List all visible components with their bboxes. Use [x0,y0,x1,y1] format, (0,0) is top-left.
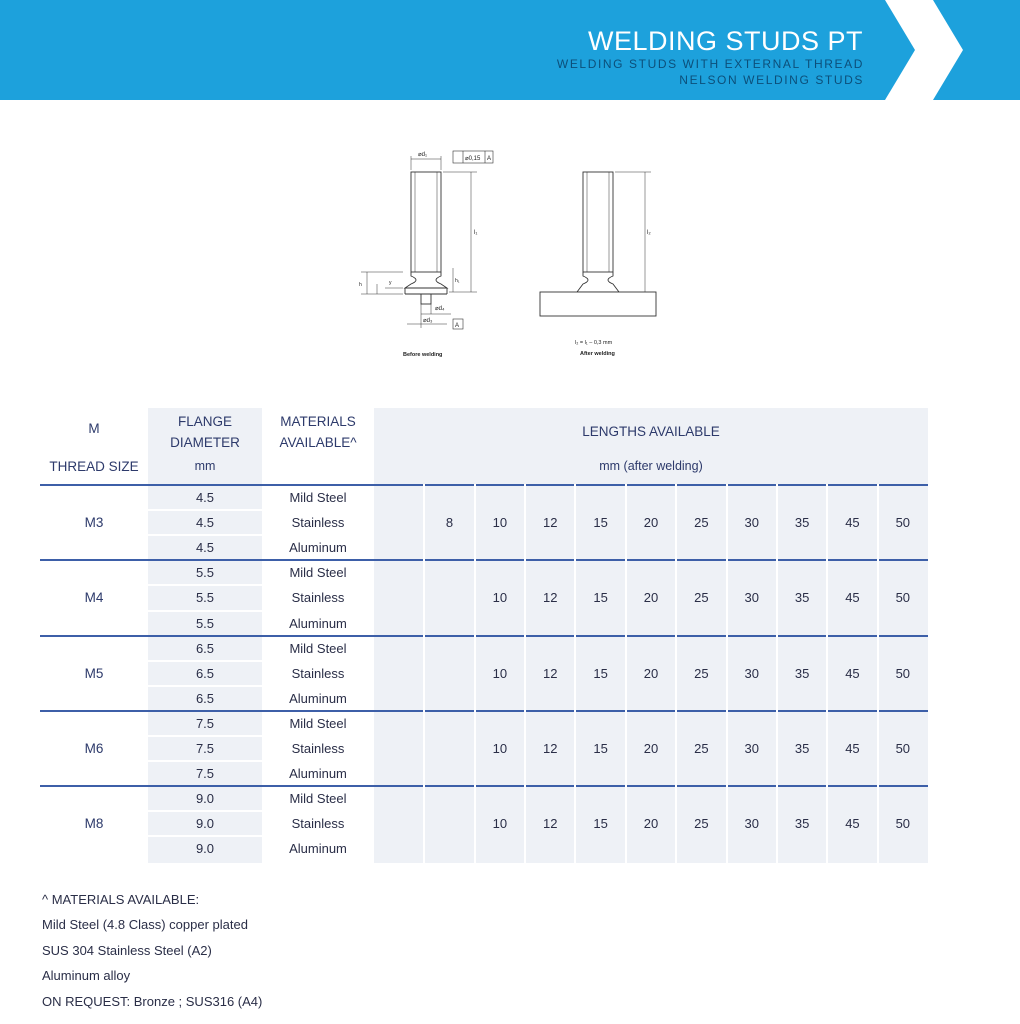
length-cell: 12 [543,665,558,681]
length-cell: 25 [694,515,709,530]
dim-y-label: y [389,280,392,286]
dim-h1-label: h₁ [455,278,460,284]
length-cell: 30 [744,665,759,681]
datum-label-top: A [487,156,492,162]
length-cell: 8 [445,515,454,530]
flange-diameter-cell: 6.5 [195,640,215,656]
length-cell: 50 [895,590,911,606]
header-materials-2: AVAILABLE^ [279,435,357,450]
material-cell: Stainless [291,816,345,832]
note-stainless: SUS 304 Stainless Steel (A2) [42,942,212,958]
dim-l2-label: l₂ [647,230,651,236]
length-cell: 12 [543,590,558,606]
header-flange-1: FLANGE [177,414,232,429]
length-cell: 15 [593,816,608,832]
note-mild-steel: Mild Steel (4.8 Class) copper plated [42,917,248,933]
length-column-divider [877,484,879,863]
length-cell: 35 [794,740,810,756]
length-cell: 15 [593,740,608,756]
dim-d4-label: ⌀d₄ [435,306,445,312]
length-column-divider [675,484,677,863]
flange-diameter-cell: 5.5 [195,615,215,631]
length-cell: 25 [694,740,709,756]
length-cell: 15 [593,515,608,530]
length-cell [374,786,424,861]
length-column-divider [726,484,728,863]
material-cell: Stainless [291,590,345,606]
material-cell: Mild Steel [289,791,347,807]
length-column-divider [574,484,576,863]
flange-diameter-cell: 4.5 [195,515,215,531]
tolerance-label: ⌀0,15 [465,156,481,162]
dim-d3-label: ⌀d₃ [423,318,433,324]
stud-before-welding [361,151,493,329]
length-cell: 25 [694,665,709,681]
dim-d1-label: ⌀d₁ [418,152,427,158]
length-column-divider [826,484,828,863]
length-cell: 45 [845,665,860,681]
length-cell: 45 [845,816,860,832]
note-aluminum: Aluminum alloy [42,968,131,984]
length-cell [374,711,424,786]
before-welding-caption: Before welding [403,352,443,358]
flange-diameter-cell: 4.5 [195,540,215,556]
material-cell: Aluminum [289,690,347,706]
page-subtitle-2: NELSON WELDING STUDS [679,73,864,87]
materials-notes [42,890,262,1017]
page-subtitle-1: WELDING STUDS WITH EXTERNAL THREAD [556,57,864,71]
length-cell [424,560,474,635]
thread-size-cell: M6 [84,740,104,756]
after-welding-caption: After welding [580,351,615,357]
material-cell: Aluminum [289,540,347,556]
dim-h-label: h [359,282,362,288]
stud-drawing-svg [355,142,675,364]
length-cell: 45 [845,515,860,530]
length-cell [424,636,474,711]
note-on-request: ON REQUEST: Bronze ; SUS316 (A4) [42,993,263,1009]
length-cell [374,636,424,711]
datum-label-bottom: A [455,323,460,329]
material-cell: Mild Steel [289,490,347,505]
length-cell: 45 [845,590,860,606]
header-banner [0,0,1020,100]
material-cell: Mild Steel [289,715,347,731]
header-flange-unit: mm [194,459,216,473]
length-column-divider [625,484,627,863]
length-cell: 15 [593,665,608,681]
length-cell: 20 [643,740,659,756]
thread-size-cell: M5 [84,665,104,681]
flange-diameter-cell: 9.0 [195,791,215,807]
page-title: WELDING STUDS PT [587,26,863,56]
technical-drawing [355,142,675,364]
length-cell: 15 [593,590,608,606]
header-thread-size: THREAD SIZE [49,459,139,474]
flange-diameter-cell: 6.5 [195,665,215,681]
length-cell: 50 [895,665,911,681]
length-cell: 20 [643,590,659,606]
flange-diameter-cell: 5.5 [195,565,215,581]
stud-after-welding [540,172,656,316]
length-cell: 20 [643,665,659,681]
flange-diameter-cell: 4.5 [195,490,215,505]
flange-diameter-cell: 9.0 [195,816,215,832]
thread-size-cell: M8 [84,816,104,832]
length-cell: 30 [744,515,759,530]
flange-diameter-cell: 9.0 [195,841,215,857]
dim-l1-label: l₁ [474,230,478,236]
length-cell: 35 [794,665,810,681]
length-column-divider [423,484,425,863]
material-cell: Stainless [291,741,345,756]
material-cell: Stainless [291,515,345,531]
length-cell [424,786,474,861]
flange-diameter-cell: 6.5 [195,690,215,706]
length-cell: 25 [694,590,709,606]
length-cell: 12 [543,816,558,832]
header-flange-2: DIAMETER [170,435,240,450]
length-cell: 35 [794,816,810,832]
notes-heading: ^ MATERIALS AVAILABLE: [42,892,200,907]
banner-shape [0,0,1020,100]
material-cell: Mild Steel [289,640,347,656]
flange-diameter-cell: 7.5 [195,715,215,731]
length-cell: 30 [744,816,759,832]
specification-table [40,408,928,863]
length-cell: 12 [543,515,558,530]
header-lengths-unit: mm (after welding) [599,459,703,473]
length-cell: 25 [694,816,709,832]
thread-size-cell: M4 [84,590,104,606]
length-cell: 50 [895,740,911,756]
thread-size-cell: M3 [84,515,104,530]
flange-diameter-cell: 5.5 [195,590,215,606]
length-cell: 35 [794,515,810,530]
length-cell: 30 [744,740,759,756]
length-cell: 45 [845,740,860,756]
length-cell: 20 [643,816,659,832]
length-cell: 12 [543,740,558,756]
length-cell: 50 [895,816,911,832]
weld-formula: l₂ = l₁ – 0,3 mm [575,340,613,346]
length-cell [374,560,424,635]
length-cell: 10 [492,590,508,606]
length-cell: 35 [794,590,810,606]
length-column-divider [474,484,476,863]
length-cell: 30 [744,590,759,606]
length-cell [374,485,424,560]
length-cell: 50 [895,515,911,530]
length-cell: 10 [492,816,508,832]
header-m: M [88,421,100,436]
length-cell: 20 [643,515,659,530]
length-column-divider [776,484,778,863]
material-cell: Aluminum [289,766,347,782]
flange-diameter-cell: 7.5 [195,766,215,782]
banner-chevron-shape [933,0,1020,100]
material-cell: Aluminum [289,615,347,631]
material-cell: Mild Steel [289,565,347,581]
length-cell: 10 [492,515,508,530]
length-column-divider [524,484,526,863]
header-materials-1: MATERIALS [280,414,356,429]
material-cell: Aluminum [289,841,347,857]
flange-diameter-cell: 7.5 [195,741,215,756]
length-cell: 10 [492,665,508,681]
length-cell [424,711,474,786]
length-cell: 10 [492,740,508,756]
material-cell: Stainless [291,665,345,681]
header-lengths: LENGTHS AVAILABLE [582,424,720,439]
